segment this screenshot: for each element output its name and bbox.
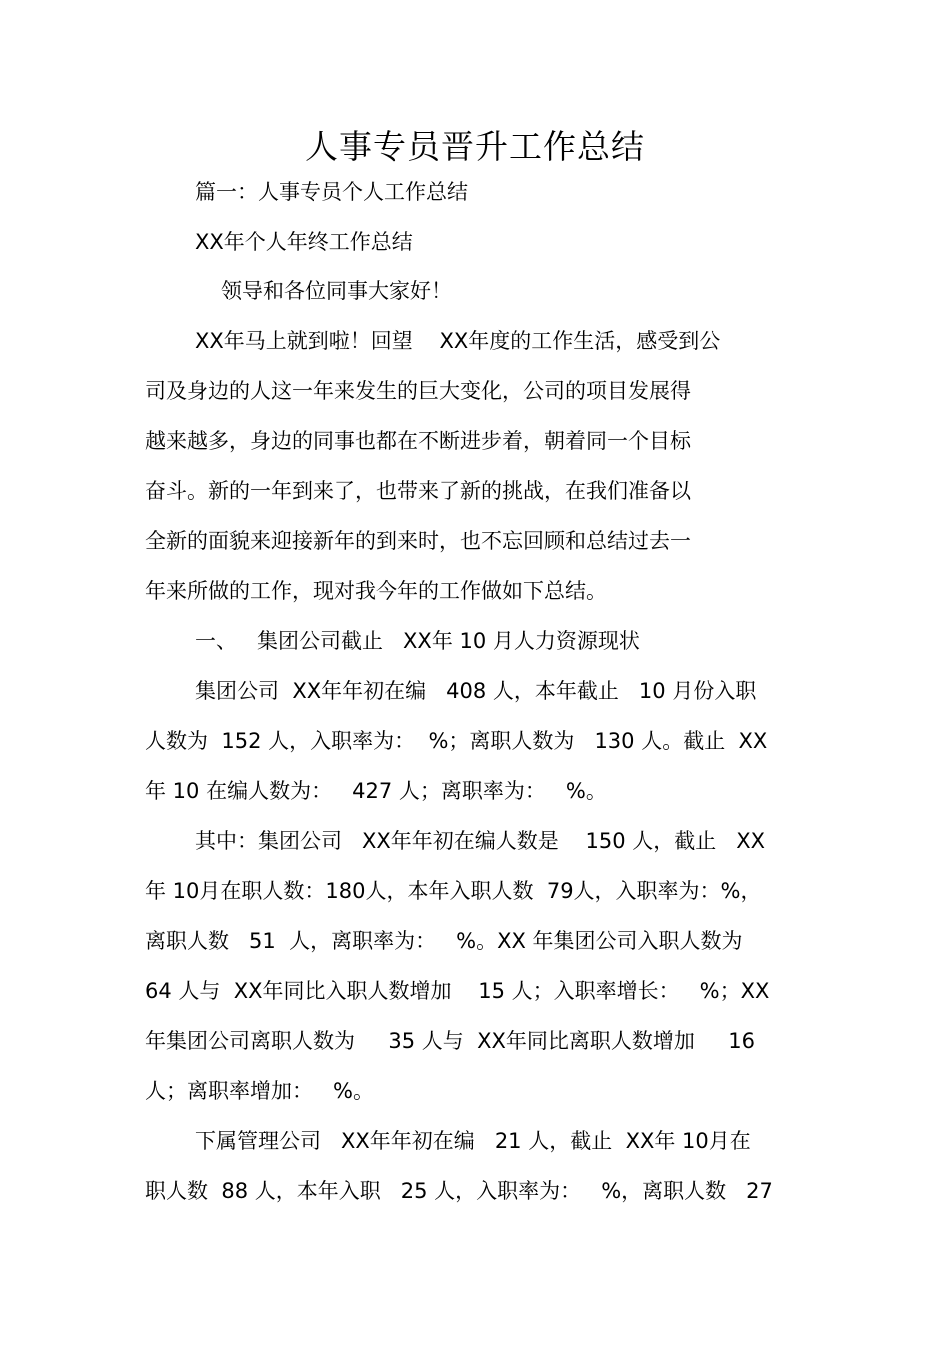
document-title: 人事专员晋升工作总结 [305,127,645,166]
body-line: 奋斗。新的一年到来了，也带来了新的挑战，在我们准备以 [145,479,691,503]
line-section-heading: 篇一：人事专员个人工作总结 [195,180,468,204]
body-line: 年来所做的工作，现对我今年的工作做如下总结。 [145,579,607,603]
body-line: 职人数 88 人，本年入职 25 人，入职率为： %，离职人数 27 [145,1179,773,1203]
body-line: 其中：集团公司 XX年年初在编人数是 150 人，截止 XX [195,829,766,853]
body-line: 年 10月在职人数：180人，本年入职人数 79人，入职率为：%， [145,879,762,903]
body-line: 人；离职率增加： %。 [145,1079,374,1103]
line-subtitle: XX年个人年终工作总结 [195,230,413,254]
body-line: 全新的面貌来迎接新年的到来时，也不忘回顾和总结过去一 [145,529,691,553]
body-line: 离职人数 51 人，离职率为： %。XX 年集团公司入职人数为 [145,929,743,953]
body-line: 人数为 152 人，入职率为： %；离职人数为 130 人。截止 XX [145,729,768,753]
body-line: 司及身边的人这一年来发生的巨大变化，公司的项目发展得 [145,379,691,403]
line-greeting: 领导和各位同事大家好！ [221,279,452,303]
body-line: 下属管理公司 XX年年初在编 21 人，截止 XX年 10月在 [195,1129,751,1153]
body-line: 年集团公司离职人数为 35 人与 XX年同比离职人数增加 16 [145,1029,755,1053]
body-line: 越来越多，身边的同事也都在不断进步着，朝着同一个目标 [145,429,691,453]
body-line: 64 人与 XX年同比入职人数增加 15 人；入职率增长： %；XX [145,979,770,1003]
body-line: 年 10 在编人数为： 427 人；离职率为： %。 [145,779,607,803]
body-line: XX年马上就到啦！回望 XX年度的工作生活，感受到公 [195,329,721,353]
body-line: 集团公司 XX年年初在编 408 人，本年截止 10 月份入职 [195,679,757,703]
section-heading: 一、 集团公司截止 XX年 10 月人力资源现状 [195,629,640,653]
